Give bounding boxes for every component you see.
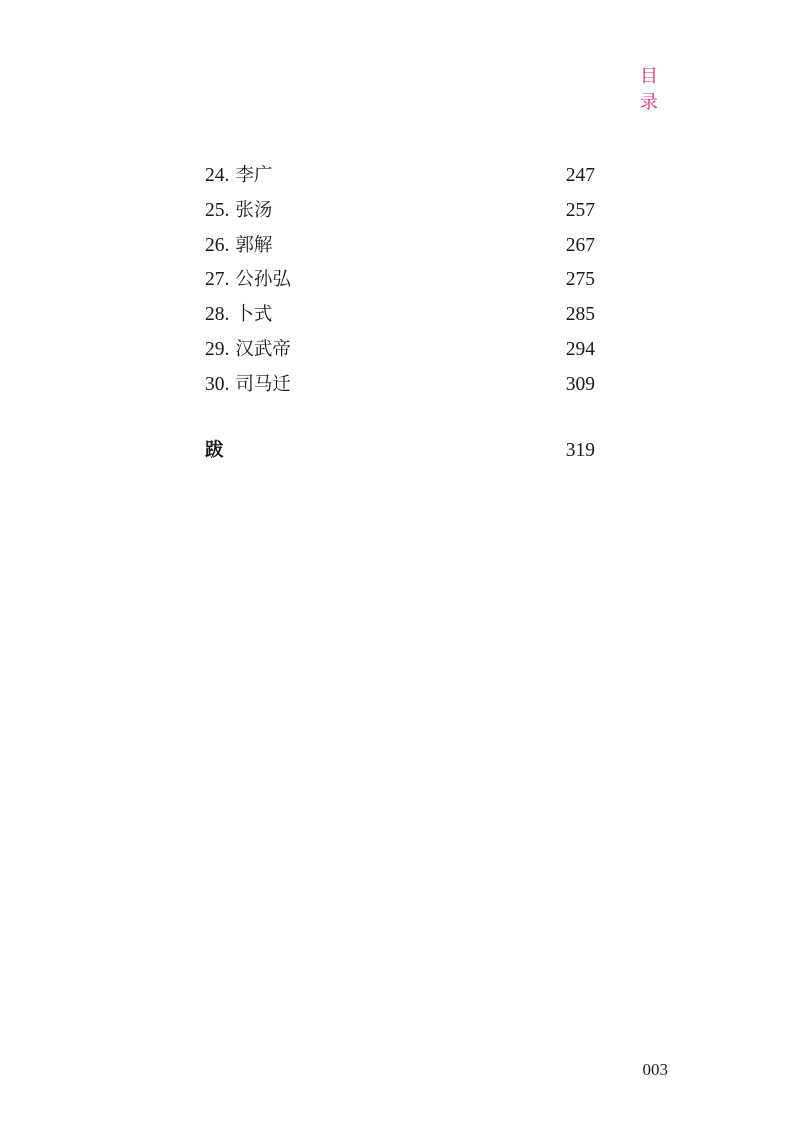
toc-entry-page: 294	[565, 338, 595, 360]
toc-entry[interactable]	[205, 299, 595, 334]
toc-entry-page: 247	[565, 165, 595, 186]
toc-entry-title: 汉武帝	[235, 338, 291, 360]
toc-entry-page: 309	[565, 373, 595, 395]
toc-entry[interactable]	[205, 264, 595, 299]
toc-entry-number: 26.	[205, 234, 230, 256]
toc-entry-title: 张汤	[235, 199, 273, 221]
running-head: 目 录	[640, 66, 672, 113]
toc-entry-heading	[205, 369, 291, 400]
toc-entry[interactable]	[205, 195, 595, 230]
toc-entry-afterword[interactable]	[205, 436, 595, 466]
toc-entry-number: 29.	[205, 338, 230, 360]
toc-entry-title: 公孙弘	[235, 269, 291, 291]
toc-entry[interactable]	[205, 160, 595, 195]
toc-entry[interactable]	[205, 230, 595, 265]
toc-entry-page: 267	[565, 234, 595, 256]
page-number: 003	[642, 1060, 668, 1079]
toc-entry-title: 李广	[235, 165, 273, 186]
toc-entry-number: 27.	[205, 269, 230, 291]
toc-entry-title: 郭解	[235, 234, 273, 256]
toc-entry-page: 285	[565, 304, 595, 326]
toc-entry-heading	[205, 230, 272, 261]
toc-entry-number: 25.	[205, 199, 230, 221]
toc-entry[interactable]	[205, 369, 595, 404]
toc-entry-number: 30.	[205, 373, 230, 395]
toc-entry-heading	[205, 299, 272, 330]
toc-entry-number: 28.	[205, 304, 230, 326]
afterword-title: 跋	[205, 440, 224, 461]
toc-entry-heading	[205, 264, 291, 295]
toc-entry-heading	[205, 195, 272, 226]
toc-entry-title: 卜式	[235, 304, 273, 326]
toc-entry-page: 275	[565, 269, 595, 291]
afterword-page: 319	[565, 440, 595, 461]
toc-entry-title: 司马迁	[235, 373, 291, 395]
toc-entry[interactable]	[205, 334, 595, 369]
toc-entry-number: 24.	[205, 165, 230, 186]
toc-entry-heading	[205, 160, 272, 191]
toc-entry-heading	[205, 334, 291, 365]
toc-entry-page: 257	[565, 199, 595, 221]
table-of-contents	[205, 160, 595, 404]
